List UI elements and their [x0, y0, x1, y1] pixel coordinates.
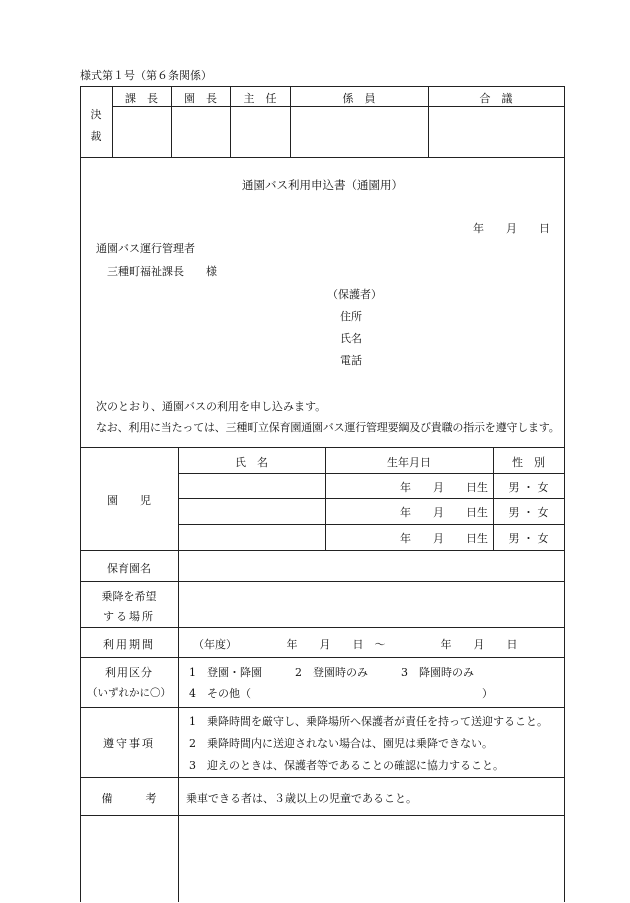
approval-stamp-kakariin[interactable]	[291, 107, 428, 157]
child-sex-field-2[interactable]: 男 ・ 女	[508, 506, 549, 519]
approval-header-kakariin: 係 員	[342, 92, 376, 105]
child-col-birth: 生年月日	[387, 456, 431, 469]
statement-line-1: 次のとおり、通園バスの利用を申し込みます。	[96, 400, 327, 413]
child-sex-field-3[interactable]: 男 ・ 女	[508, 532, 549, 545]
rules-item-2: 2 乗降時間内に送迎されない場合は、園児は乗降できない。	[189, 737, 493, 750]
rules-item-3: 3 迎えのときは、保護者等であることの確認に協力すること。	[189, 759, 504, 772]
statement-line-2: なお、利用に当たっては、三種町立保育園通園バス運行管理要綱及び貴職の指示を遵守します。	[96, 421, 560, 434]
child-name-field-2[interactable]	[179, 499, 325, 524]
approval-side-label-1: 決	[90, 108, 102, 121]
child-name-field-3[interactable]	[179, 525, 325, 550]
nursery-label: 保育園名	[107, 562, 151, 575]
addressee-line-2: 三種町福祉課長 様	[107, 265, 217, 278]
child-col-sex: 性 別	[512, 456, 545, 469]
approval-stamp-encho[interactable]	[172, 107, 230, 157]
period-label: 利用期間	[103, 638, 155, 651]
child-birth-field-3[interactable]: 年 月 日生	[400, 532, 488, 545]
addressee-line-1: 通園バス運行管理者	[96, 242, 195, 255]
guardian-address-field[interactable]	[368, 306, 558, 322]
document-title: 通園バス利用申込書（通園用）	[242, 178, 403, 192]
date-line[interactable]: 年 月 日	[473, 222, 550, 235]
remarks-label: 備 考	[101, 792, 157, 805]
child-name-field-1[interactable]	[179, 474, 325, 498]
nursery-field[interactable]	[179, 551, 564, 581]
guardian-phone-label: 電話	[340, 354, 362, 367]
stop-label-1: 乗降を希望	[101, 590, 157, 603]
period-field[interactable]: （年度） 年 月 日 ～ 年 月 日	[193, 638, 518, 651]
child-birth-field-2[interactable]: 年 月 日生	[400, 506, 488, 519]
stop-field[interactable]	[179, 582, 564, 627]
child-section-label: 園 児	[107, 494, 151, 507]
guardian-phone-field[interactable]	[368, 350, 558, 366]
usage-label-2: （いずれかに〇）	[87, 687, 171, 699]
guardian-label: （保護者）	[327, 288, 382, 301]
rules-item-1: 1 乗降時間を厳守し、乗降場所へ保護者が責任を持って送迎すること。	[189, 715, 548, 728]
approval-side-label-2: 裁	[90, 130, 102, 143]
approval-header-kacho: 課 長	[125, 92, 158, 105]
approval-header-encho: 園 長	[184, 92, 217, 105]
child-sex-field-1[interactable]: 男 ・ 女	[508, 481, 549, 494]
approval-stamp-shunin[interactable]	[231, 107, 290, 157]
rules-label: 遵守事項	[103, 737, 155, 750]
child-birth-field-1[interactable]: 年 月 日生	[400, 481, 488, 494]
remarks-value: 乗車できる者は、３歳以上の児童であること。	[186, 792, 417, 805]
approval-header-shunin: 主 任	[243, 92, 277, 105]
guardian-address-label: 住所	[340, 310, 362, 323]
usage-options-line-2[interactable]: 4 その他（ ）	[189, 687, 493, 700]
usage-options-line-1[interactable]: 1 登園・降園 2 登園時のみ 3 降園時のみ	[189, 666, 474, 679]
guardian-name-field[interactable]	[368, 328, 558, 344]
child-col-name: 氏 名	[235, 456, 268, 469]
stop-label-2: する場所	[103, 610, 155, 623]
approval-stamp-gogi[interactable]	[429, 107, 564, 157]
guardian-name-label: 氏名	[340, 332, 362, 345]
approval-header-gogi: 合 議	[479, 92, 513, 105]
usage-label-1: 利用区分	[105, 666, 153, 679]
form-label: 様式第１号（第６条関係）	[80, 69, 212, 82]
approval-stamp-kacho[interactable]	[113, 107, 171, 157]
